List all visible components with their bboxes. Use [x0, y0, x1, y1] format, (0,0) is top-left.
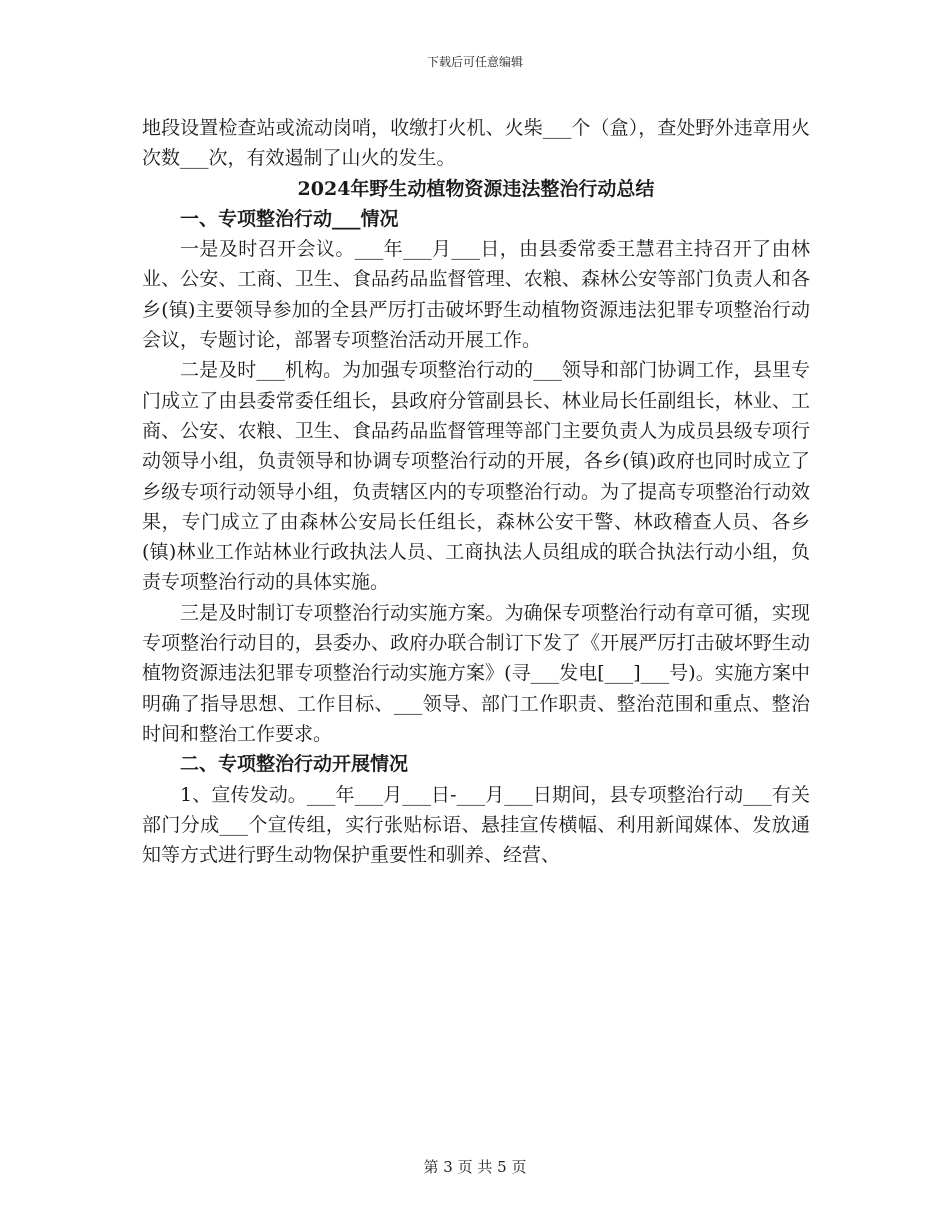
paragraph-3: 三是及时制订专项整治行动实施方案。为确保专项整治行动有章可循，实现专项整治行动目的，县委办、政府办联合制订下发了《开展严厉打击破坏野生动植物资源违法犯罪专项整治行动实施方案》(寻___发电[___]___号)。实施方案中明确了指导思想、工作目标、___领导、部门工作职责、整治范围和重点、整治时间和整治工作要求。 — [142, 601, 810, 745]
section-heading-1: 一、专项整治行动___情况 — [180, 207, 399, 230]
section-heading-2: 二、专项整治行动开展情况 — [180, 753, 409, 776]
intro-paragraph: 地段设置检查站或流动岗哨，收缴打火机、火柴___个（盒），查处野外违章用火次数___次，有效遏制了山火的发生。 — [142, 117, 810, 170]
page-header: 下载后可任意编辑 — [426, 55, 523, 69]
paragraph-1: 一是及时召开会议。___年___月___日，由县委常委王慧君主持召开了由林业、公安、工商、卫生、食品药品监督管理、农粮、森林公安等部门负责人和各乡(镇)主要领导参加的全县严厉打击破坏野生动植物资源违法犯罪专项整治行动会议，专题讨论，部署专项整治活动开展工作。 — [142, 238, 810, 352]
paragraph-2: 二是及时___机构。为加强专项整治行动的___领导和部门协调工作，县里专门成立了由县委常委任组长，县政府分管副县长、林业局长任副组长，林业、工商、公安、农粮、卫生、食品药品监督管理等部门主要负责人为成员县级专项行动领导小组，负责领导和协调专项整治行动的开展，各乡(镇)政府也同时成立了乡级专项行动领导小组，负责辖区内的专项整治行动。为了提高专项整治行动效果，专门成立了由森林公安局长任组长，森林公安干警、林政稽查人员、各乡(镇)林业工作站林业行政执法人员、工商执法人员组成的联合执法行动小组，负责专项整治行动的具体实施。 — [142, 359, 810, 594]
document-body — [142, 113, 810, 870]
page-footer: 第 3 页 共 5 页 — [423, 1158, 527, 1176]
document-title: 2024年野生动植物资源违法整治行动总结 — [297, 177, 655, 200]
paragraph-4: 1、宣传发动。___年___月___日-___月___日期间，县专项整治行动___有关部门分成___个宣传组，实行张贴标语、悬挂宣传横幅、利用新闻媒体、发放通知等方式进行野生动物保护重要性和驯养、经营、 — [142, 783, 810, 867]
